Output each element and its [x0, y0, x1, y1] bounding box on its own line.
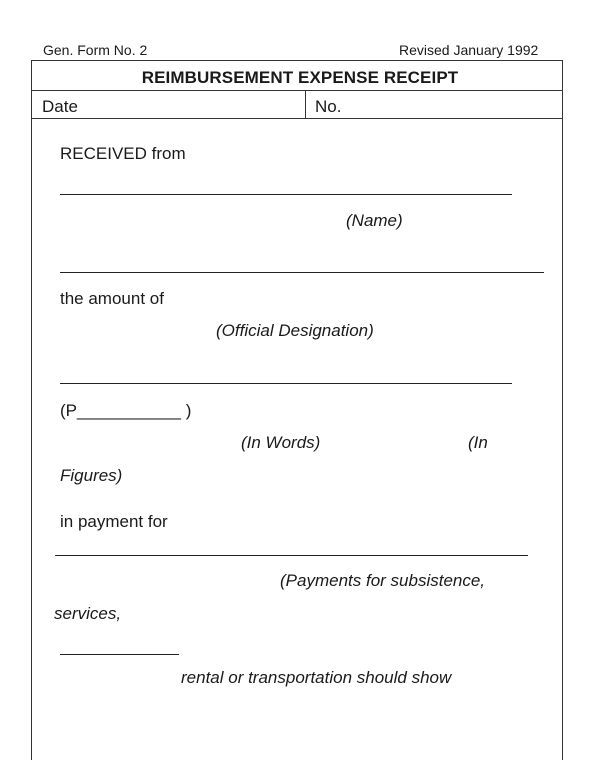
in-words-caption: (In Words) — [241, 433, 321, 452]
designation-line — [60, 272, 544, 273]
info-row-separator — [305, 90, 306, 118]
short-line — [60, 654, 179, 655]
designation-caption: (Official Designation) — [216, 321, 374, 340]
revision-date: Revised January 1992 — [399, 42, 539, 58]
payments-caption-continued: services, — [54, 604, 122, 623]
peso-amount-field: (P___________ ) — [60, 401, 192, 420]
date-label: Date — [42, 97, 78, 116]
rental-caption: rental or transportation should show — [181, 668, 452, 687]
payment-line — [55, 555, 528, 556]
info-row-divider — [31, 118, 563, 119]
number-label: No. — [315, 97, 342, 116]
in-figures-caption-start: (In — [468, 433, 488, 452]
name-line — [60, 194, 512, 195]
amount-words-line — [60, 383, 512, 384]
form-title: REIMBURSEMENT EXPENSE RECEIPT — [141, 68, 459, 87]
form-number: Gen. Form No. 2 — [43, 42, 148, 58]
in-payment-for-label: in payment for — [60, 512, 168, 531]
amount-of-label: the amount of — [60, 289, 164, 308]
received-from-label: RECEIVED from — [60, 144, 186, 163]
title-divider — [31, 90, 563, 91]
payments-caption: (Payments for subsistence, — [280, 571, 486, 590]
in-figures-caption-end: Figures) — [60, 466, 123, 485]
name-caption: (Name) — [346, 211, 403, 230]
